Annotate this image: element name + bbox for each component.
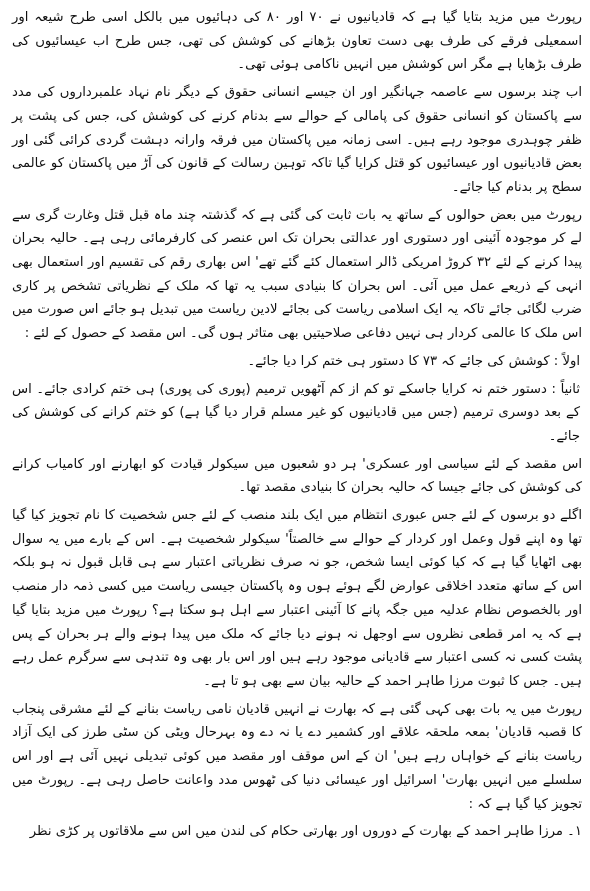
paragraph-human-rights: اب چند برسوں سے عاصمہ جہانگیر اور ان جیسے انسانی حقوق کے دیگر نام نہاد علمبرداروں کی مدد سے پاکستان کو انسانی حقوق کی پامالی کے حوالے سے بدنام کرنے کی کوشش کی، جس کی پشت پر ظفر چوہدری موجود رہے ہیں۔ اسی زمانہ میں پاکستان میں فرقہ وارانہ دہشت گردی کرائی گئی اور بعض قادیانیوں اور عیسائیوں کو قتل کرایا گیا تاکہ توہین رسالت کے قانون کی آڑ میں پاکستان کو عالمی سطح پر بدنام کیا جائے۔ xyxy=(12,85,582,195)
paragraph-secondly: ثانیاً : دستور ختم نہ کرایا جاسکے تو کم از کم آٹھویں ترمیم (پوری کی پوری) ہی ختم کرادی جائے۔ اس کے بعد دوسری ترمیم (جس میں قادیانیوں کو غیر مسلم قرار دیا گیا ہے) کو ختم کرانے کی کوشش کی جائے۔ xyxy=(12,381,580,444)
paragraph-crisis: رپورٹ میں بعض حوالوں کے ساتھ یہ بات ثابت کی گئی ہے کہ گذشتہ چند ماہ قبل قتل وغارت گری سے لے کر موجودہ آئینی اور دستوری اور عدالتی بحران تک اس عنصر کی کارفرمائی رہی ہے۔ حالیہ بحران پیدا کرنے کے لئے ۳۲ کروڑ امریکی ڈالر استعمال کئے گئے تھے' اس بھاری رقم کی تقسیم اور استعمال بھی انہی کے ذریعے عمل میں آئی۔ اس بحران کا بنیادی سبب یہ تھا کہ ملک کے نظریاتی تشخص پر کاری ضرب لگائی جائے تاکہ یہ ایک اسلامی ریاست کی بجائے لادین ریاست میں تبدیل ہو جائے اس صورت میں اس ملک کا عالمی کردار ہی نہیں دفاعی صلاحیتیں بھی متاثر ہوں گی۔ اس مقصد کے حصول کے لئے : xyxy=(12,207,582,342)
paragraph-asmaili: رپورٹ میں مزید بتایا گیا ہے کہ قادیانیوں نے ۷۰ اور ۸۰ کی دہائیوں میں بالکل اسی طرح شیعہ اور اسمعیلی فرقے کی طرف بھی دست تعاون بڑھانے کی کوشش کی تھی، جس طرح اب عیسائیوں کی طرف بڑھایا ہے مگر اس کوشش میں انہیں ناکامی ہوئی تھی۔ xyxy=(12,10,582,73)
paragraph-firstly: اولاً : کوشش کی جائے کہ ۷۳ کا دستور ہی ختم کرا دیا جائے۔ xyxy=(247,353,580,369)
paragraph-recommendation-1: ۱۔ مرزا طاہر احمد کے بھارت کے دوروں اور بھارتی حکام کی لندن میں اس سے ملاقاتوں پر کڑی نظر xyxy=(29,824,582,840)
paragraph-interim-setup: اگلے دو برسوں کے لئے جس عبوری انتظام میں ایک بلند منصب کے لئے جس شخصیت کا نام تجویز کیا گیا تھا وہ اپنے قول وعمل اور کردار کے حوالے سے خالصتاً' سیکولر شخصیت ہے۔ اس کے بارے میں یہ سوال بھی اٹھایا گیا ہے کہ کیا کوئی ایسا شخص، جو نہ صرف نظریاتی اعتبار سے ہی قابل قبول نہ ہو بلکہ اس کے ساتھ متعدد اخلاقی عوارض لگے ہوئے ہوں وہ پاکستان جیسی ریاست میں کسی ذمہ دار منصب اور بالخصوص نظام عدلیہ میں جگہ پانے کا آئینی اعتبار سے اہل ہو سکتا ہے؟ رپورٹ میں مزید بتایا گیا ہے کہ یہ امر قطعی نظروں سے اوجھل نہ ہونے دیا جائے کہ ملک میں پیدا ہونے والے ہر بحران کے پس پشت کسی نہ کسی اعتبار سے قادیانی موجود رہے ہیں اور اس بار بھی وہ تندہی سے سرگرم عمل رہے ہیں۔ جس کا ثبوت مرزا طاہر احمد کے حالیہ بیان سے بھی ہو تا ہے۔ xyxy=(12,508,582,689)
paragraph-secular-leadership: اس مقصد کے لئے سیاسی اور عسکری' ہر دو شعبوں میں سیکولر قیادت کو ابھارنے اور کامیاب کرانے کی کوشش کی جائے جیسا کہ حالیہ بحران کا بنیادی مقصد تھا۔ xyxy=(12,456,582,496)
paragraph-qadian-state: رپورٹ میں یہ بات بھی کہی گئی ہے کہ بھارت نے انہیں قادیان نامی ریاست بنانے کے لئے مشرقی پنجاب کا قصبہ قادیان' بمعہ ملحقہ علاقے اور کشمیر دے یا نہ دے وہ بہرحال ویٹی کن سٹی طرز کی ایک آزاد ریاست بنانے کے خواہاں رہے ہیں' ان کے اس موقف اور مقصد میں کوئی تبدیلی نہیں آئی ہے اور اس سلسلے میں انہیں بھارت' اسرائیل اور عیسائی دنیا کی ٹھوس مدد واعانت حاصل رہی ہے۔ رپورٹ میں تجویز کیا گیا ہے کہ : xyxy=(12,701,582,812)
